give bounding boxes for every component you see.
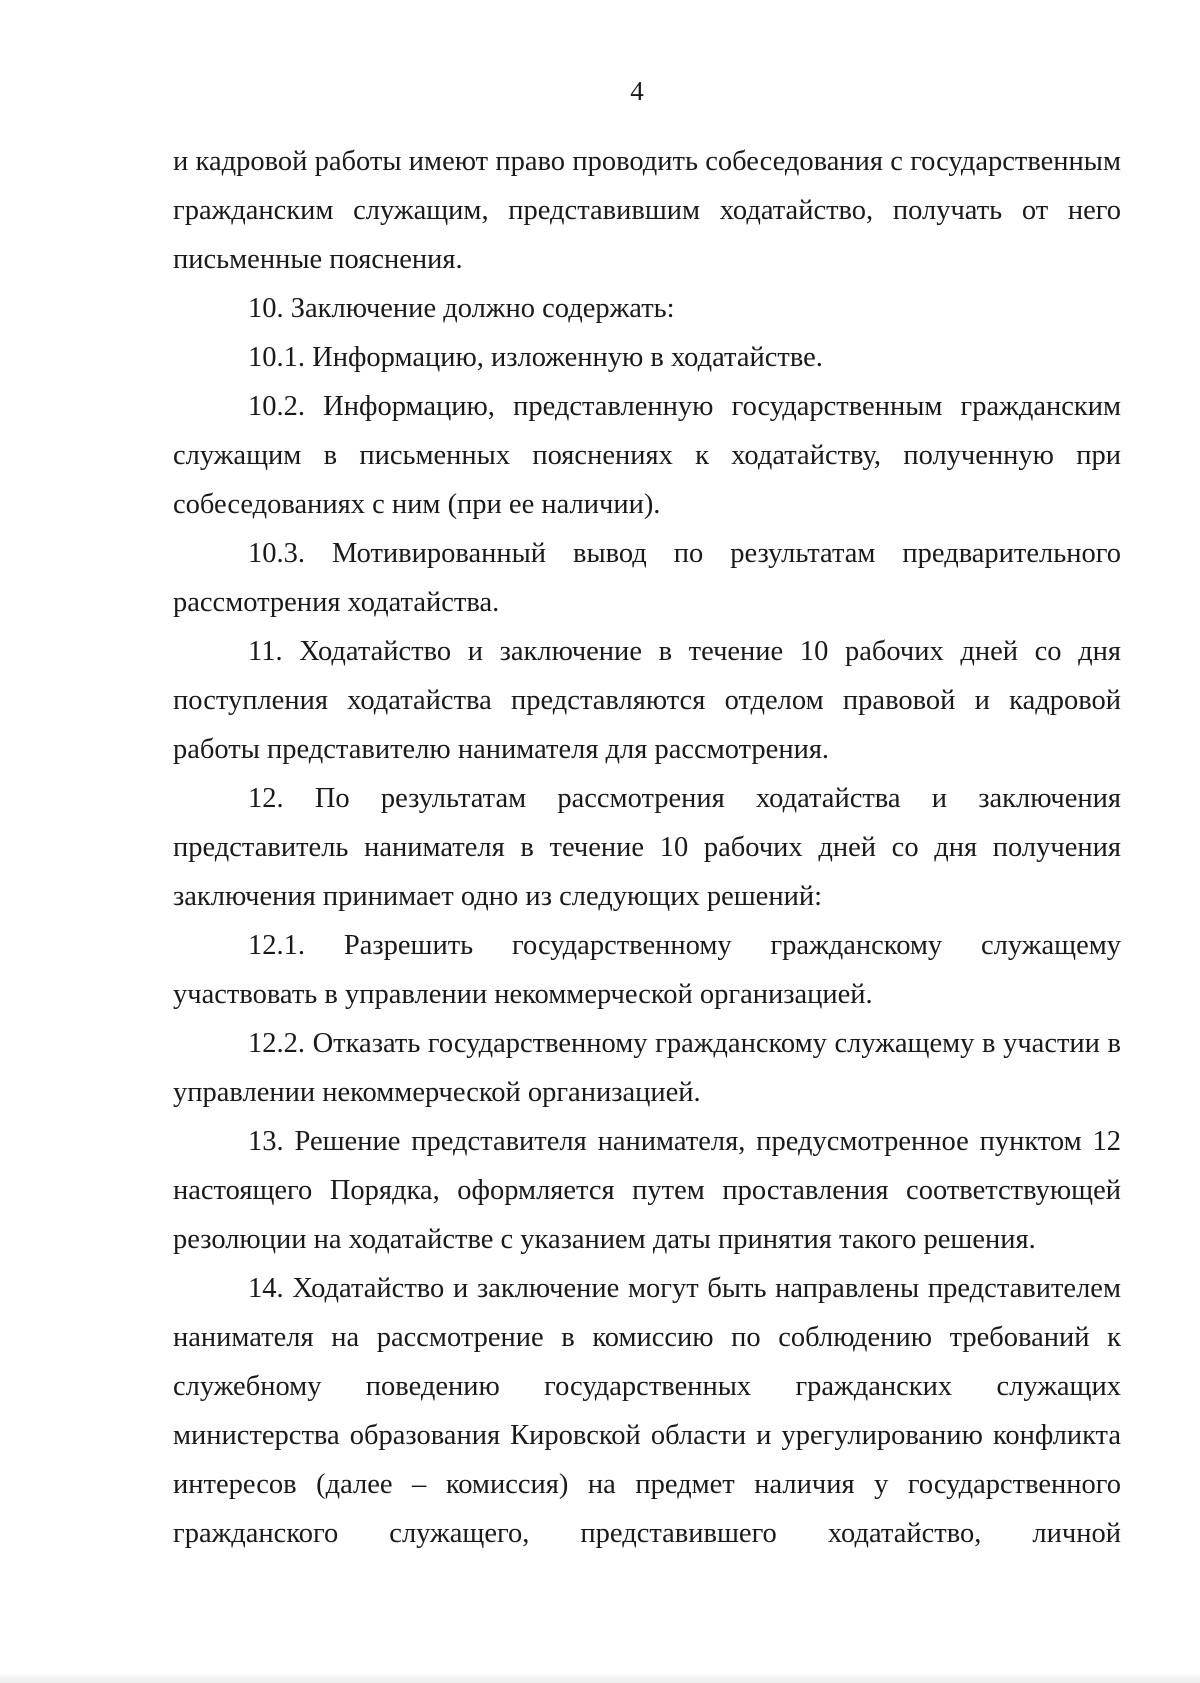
paragraph: 11. Ходатайство и заключение в течение 10 рабочих дней со дня поступления ходатайства представляются отделом правовой и кадровой работы представителю нанимателя для рассмотрения. [173,636,1121,765]
paragraph: 10.3. Мотивированный вывод по результатам предварительного рассмотрения ходатайства. [173,538,1121,618]
paragraph: и кадровой работы имеют право проводить собеседования с государственным гражданским служащим, представившим ходатайство, получать от него письменные пояснения. [173,146,1121,275]
page-number: 4 [630,76,644,106]
paragraph: 10.2. Информацию, представленную государственным гражданским служащим в письменных пояснениях к ходатайству, полученную при собеседованиях с ним (при ее наличии). [173,391,1121,520]
scan-edge [0,1673,1200,1683]
document-body [173,137,1121,1558]
paragraph: 12.2. Отказать государственному гражданскому служащему в участии в управлении некоммерческой организацией. [173,1028,1121,1108]
paragraph: 13. Решение представителя нанимателя, предусмотренное пунктом 12 настоящего Порядка, оформляется путем проставления соответствующей резолюции на ходатайстве с указанием даты принятия такого решения. [173,1126,1121,1255]
paragraph: 10. Заключение должно содержать: [248,293,675,324]
paragraph: 14. Ходатайство и заключение могут быть направлены представителем нанимателя на рассмотрение в комиссию по соблюдению требований к служебному поведению государственных гражданских служащих министерства образования Кировской области и урегулированию конфликта интересов (далее – комиссия) на предмет наличия у государственного гражданского служащего, представившего ходатайство, личной [173,1273,1121,1549]
paragraph: 10.1. Информацию, изложенную в ходатайстве. [248,342,823,373]
paragraph: 12.1. Разрешить государственному гражданскому служащему участвовать в управлении некоммерческой организацией. [173,930,1121,1010]
paragraph: 12. По результатам рассмотрения ходатайства и заключения представитель нанимателя в течение 10 рабочих дней со дня получения заключения принимает одно из следующих решений: [173,783,1121,912]
